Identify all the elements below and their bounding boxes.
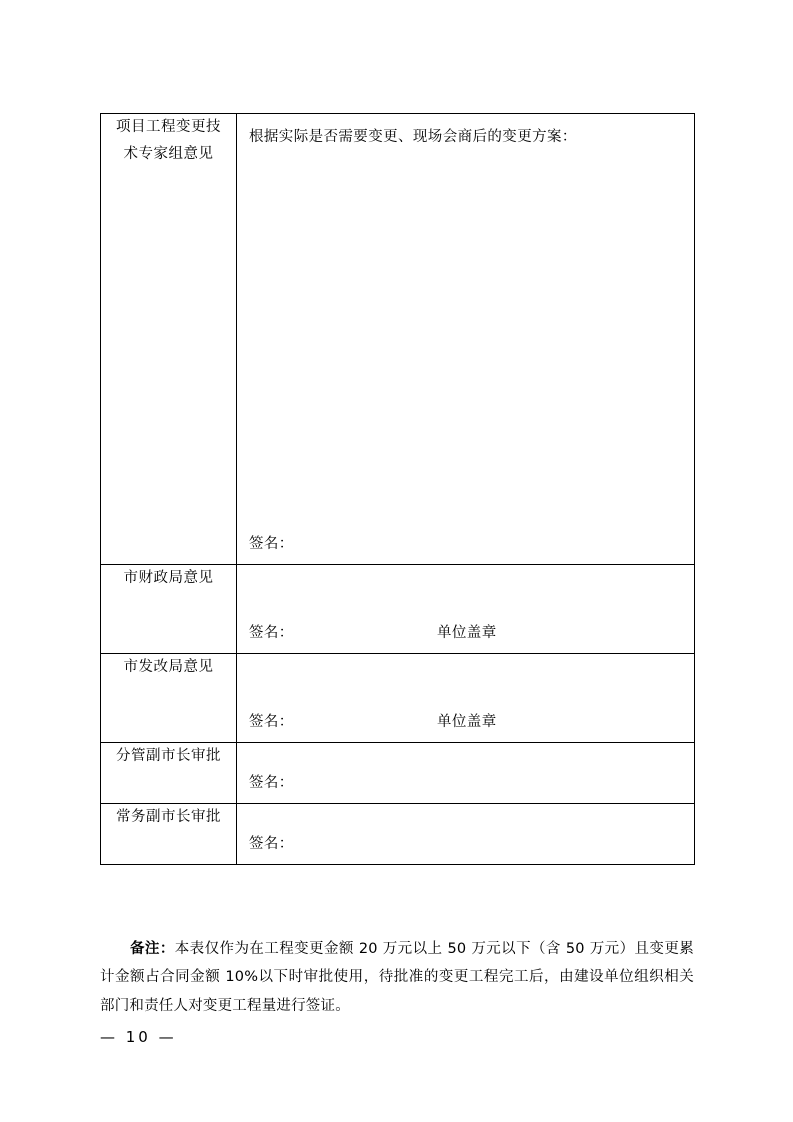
page-number: — 10 —: [100, 1028, 177, 1046]
row-label-line1: 分管副市长审批: [116, 748, 221, 764]
form-note-label: 备注：: [130, 941, 175, 957]
vice-mayor-signature-label: 签名：: [249, 774, 294, 791]
row-body-finance-bureau[interactable]: [237, 565, 695, 654]
row-label-vice-mayor: [101, 743, 237, 804]
expert-signature-label: 签名：: [249, 535, 294, 552]
table-row-development-reform-opinion: [101, 654, 695, 743]
row-body-vice-mayor[interactable]: [237, 743, 695, 804]
form-note: [100, 935, 694, 1020]
table-row-vice-mayor-approval: [101, 743, 695, 804]
finance-signature-label: 签名：: [249, 624, 294, 641]
row-label-development-reform: [101, 654, 237, 743]
finance-seal-label: 单位盖章: [437, 624, 497, 641]
table-row-finance-bureau-opinion: [101, 565, 695, 654]
row-label-expert-opinion: [101, 114, 237, 565]
row-label-line1: 市发改局意见: [123, 659, 214, 675]
row-body-development-reform[interactable]: [237, 654, 695, 743]
row-label-executive-vice-mayor: [101, 804, 237, 865]
row-label-line2: 术专家组意见: [123, 145, 214, 162]
approval-form-table: [100, 113, 695, 865]
development-reform-signature-label: 签名：: [249, 713, 294, 730]
expert-opinion-prompt: 根据实际是否需要变更、现场会商后的变更方案：: [249, 129, 577, 145]
table-row-expert-opinion: [101, 114, 695, 565]
table-row-executive-vice-mayor-approval: [101, 804, 695, 865]
row-label-line1: 市财政局意见: [123, 570, 214, 586]
row-body-executive-vice-mayor[interactable]: [237, 804, 695, 865]
row-body-expert-opinion[interactable]: [237, 114, 695, 565]
form-note-text: 本表仅作为在工程变更金额 20 万元以上 50 万元以下（含 50 万元）且变更累计金额占合同金额 10%以下时审批使用，待批准的变更工程完工后，由建设单位组织相关部门和责任人对变更工程量进行签证。: [100, 941, 694, 1014]
row-label-line1: 常务副市长审批: [116, 809, 221, 825]
row-label-finance-bureau: [101, 565, 237, 654]
row-label-line1: 项目工程变更技: [116, 119, 221, 135]
development-reform-seal-label: 单位盖章: [437, 713, 497, 730]
executive-vice-mayor-signature-label: 签名：: [249, 835, 294, 852]
